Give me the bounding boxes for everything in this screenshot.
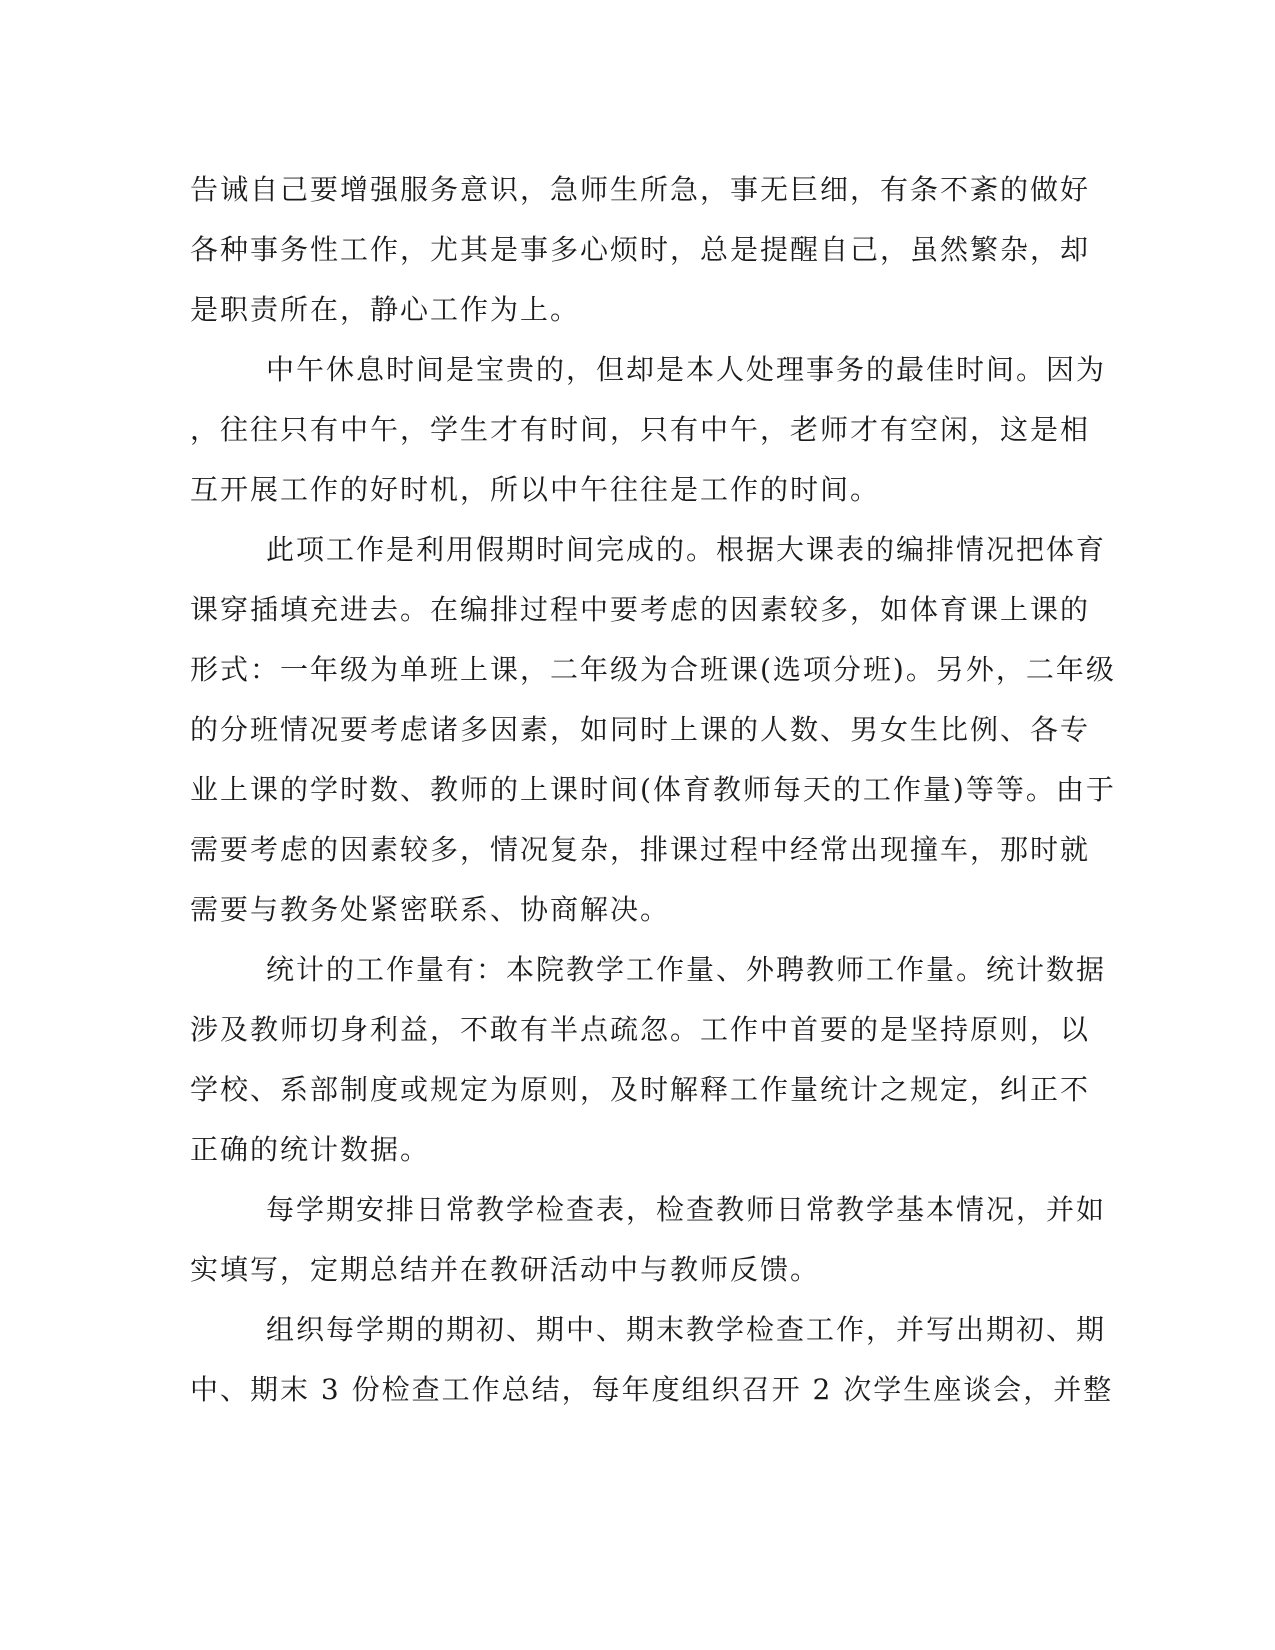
- text-line: 告诫自己要增强服务意识，急师生所急，事无巨细，有条不紊的做好: [190, 173, 1091, 206]
- text-line: 的分班情况要考虑诸多因素，如同时上课的人数、男女生比例、各专: [190, 713, 1091, 746]
- text-line: 实填写，定期总结并在教研活动中与教师反馈。: [190, 1253, 821, 1286]
- text-line: 课穿插填充进去。在编排过程中要考虑的因素较多，如体育课上课的: [190, 593, 1091, 626]
- document-body: [190, 160, 1116, 1420]
- text-line: 统计的工作量有：本院教学工作量、外聘教师工作量。统计数据: [266, 953, 1107, 986]
- text-line: 需要考虑的因素较多，情况复杂，排课过程中经常出现撞车，那时就: [190, 833, 1091, 866]
- text-line: 组织每学期的期初、期中、期末教学检查工作，并写出期初、期: [266, 1313, 1107, 1346]
- text-line: ，往往只有中午，学生才有时间，只有中午，老师才有空闲，这是相: [190, 413, 1091, 446]
- paragraph: [190, 160, 1091, 340]
- text-line: 此项工作是利用假期时间完成的。根据大课表的编排情况把体育: [266, 533, 1107, 566]
- text-line: 各种事务性工作，尤其是事多心烦时，总是提醒自己，虽然繁杂，却: [190, 233, 1091, 266]
- text-line: 需要与教务处紧密联系、协商解决。: [190, 893, 671, 926]
- text-line: 互开展工作的好时机，所以中午往往是工作的时间。: [190, 473, 881, 506]
- text-line: 业上课的学时数、教师的上课时间(体育教师每天的工作量)等等。由于: [190, 773, 1116, 806]
- paragraph: [190, 1180, 1107, 1300]
- text-line: 学校、系部制度或规定为原则，及时解释工作量统计之规定，纠正不: [190, 1073, 1091, 1106]
- paragraph: [190, 1300, 1114, 1420]
- text-line: 中、期末 3 份检查工作总结，每年度组织召开 2 次学生座谈会，并整: [190, 1373, 1114, 1406]
- text-line: 涉及教师切身利益，不敢有半点疏忽。工作中首要的是坚持原则，以: [190, 1013, 1091, 1046]
- paragraph: [190, 520, 1116, 940]
- paragraph: [190, 340, 1107, 520]
- text-line: 形式：一年级为单班上课，二年级为合班课(选项分班)。另外，二年级: [190, 653, 1116, 686]
- text-line: 是职责所在，静心工作为上。: [190, 293, 581, 326]
- text-line: 每学期安排日常教学检查表，检查教师日常教学基本情况，并如: [266, 1193, 1107, 1226]
- paragraph: [190, 940, 1107, 1180]
- text-line: 中午休息时间是宝贵的，但却是本人处理事务的最佳时间。因为: [266, 353, 1107, 386]
- text-line: 正确的统计数据。: [190, 1133, 431, 1166]
